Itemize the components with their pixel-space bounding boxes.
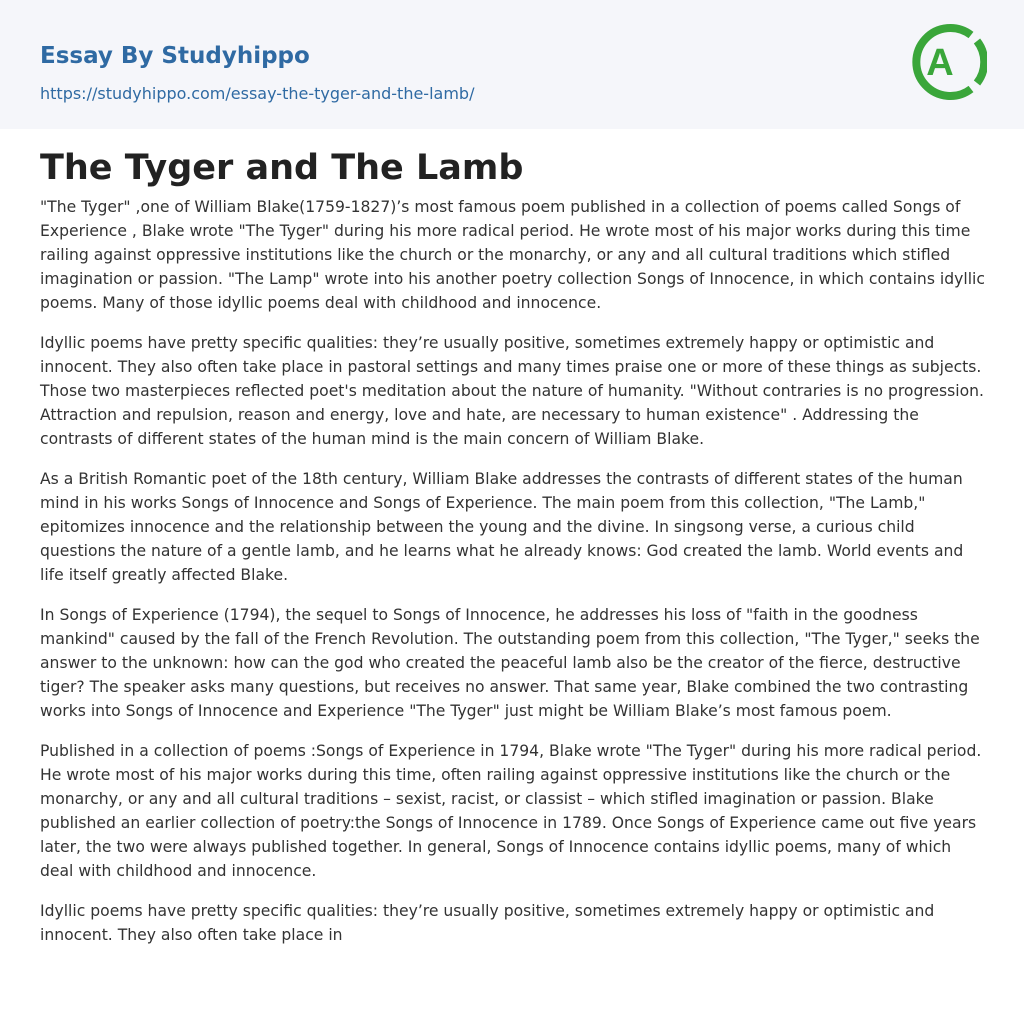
logo-letter: A [926,42,954,84]
paragraph-4: In Songs of Experience (1794), the sequel to Songs of Innocence, he addresses his loss of "faith in the goodness mankind" caused by the fall of the French Revolution. The outstanding poem from this collection, "The Tyger," seeks the answer to the unknown: how can the god who created the peaceful lamb also be the creator of the fierce, destructive tiger? The speaker asks many questions, but receives no answer. That same year, Blake combined the two contrasting works into Songs of Innocence and Experience "The Tyger" just might be William Blake’s most famous poem. [40,606,980,720]
paragraph-3: As a British Romantic poet of the 18th century, William Blake addresses the contrasts of different states of the human mind in his works Songs of Innocence and Songs of Experience. The main poem from this collection, "The Lamb," epitomizes innocence and the relationship between the young and the divine. In singsong verse, a curious child questions the nature of a gentle lamb, and he learns what he already knows: God created the lamb. World events and life itself greatly affected Blake. [40,470,964,584]
site-header [0,0,1024,129]
site-name[interactable]: Essay By Studyhippo [40,43,310,69]
paragraph-6: Idyllic poems have pretty specific qualities: they’re usually positive, sometimes extremely happy or optimistic and innocent. They also often take place in [40,902,935,944]
paragraph-1: "The Tyger" ,one of William Blake(1759-1827)’s most famous poem published in a collection of poems called Songs of Experience , Blake wrote "The Tyger" during his more radical period. He wrote most of his major works during this time railing against oppressive institutions like the church or the monarchy, or any and all cultural traditions which stifled imagination or passion. "The Lamp" wrote into his another poetry collection Songs of Innocence, in which contains idyllic poems. Many of those idyllic poems deal with childhood and innocence. [40,198,985,312]
article-body [40,146,986,947]
page-title: The Tyger and The Lamb [40,148,524,188]
paragraph-5: Published in a collection of poems :Songs of Experience in 1794, Blake wrote "The Tyger" during his more radical period. He wrote most of his major works during this time, often railing against oppressive institutions like the church or the monarchy, or any and all cultural traditions – sexist, racist, or classist – which stifled imagination or passion. Blake published an earlier collection of poetry:the Songs of Innocence in 1789. Once Songs of Experience came out five years later, the two were always published together. In general, Songs of Innocence contains idyllic poems, many of which deal with childhood and innocence. [40,742,982,880]
studyhippo-logo-icon[interactable] [911,19,987,105]
paragraph-2: Idyllic poems have pretty specific qualities: they’re usually positive, sometimes extremely happy or optimistic and innocent. They also often take place in pastoral settings and many times praise one or more of these things as subjects. Those two masterpieces reflected poet's meditation about the nature of humanity. "Without contraries is no progression. Attraction and repulsion, reason and energy, love and hate, are necessary to human existence" . Addressing the contrasts of different states of the human mind is the main concern of William Blake. [40,334,984,448]
essay-url-link[interactable]: https://studyhippo.com/essay-the-tyger-and-the-lamb/ [40,84,475,103]
logo-ring-right [977,41,984,83]
